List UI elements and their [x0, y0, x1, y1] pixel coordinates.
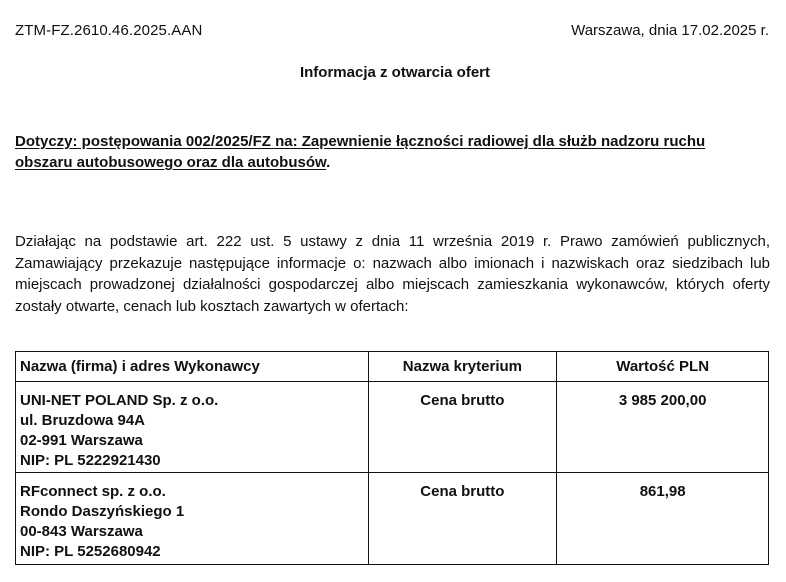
contractor-street: ul. Bruzdowa 94A	[20, 412, 146, 429]
criterion-cell: Cena brutto	[368, 473, 557, 565]
document-title: Informacja z otwarcia ofert	[299, 64, 491, 81]
reference-number: ZTM-FZ.2610.46.2025.AAN	[15, 22, 203, 39]
header-value: Wartość PLN	[557, 352, 769, 382]
subject-line	[15, 131, 765, 173]
table-header-row	[16, 352, 769, 382]
criterion-cell: Cena brutto	[368, 382, 557, 473]
body-paragraph: Działając na podstawie art. 222 ust. 5 ustawy z dnia 11 września 2019 r. Prawo zamówień publicznych, Zamawiający przekazuje następujące informacje o: nazwach albo imionach i nazwiskach oraz siedzibach lub miejscach prowadzonej działalności gospodarczej albo miejscach zamieszkania wykonawców, których oferty zostały otwarte, cenach lub kosztach zawartych w ofertach:	[15, 233, 770, 315]
subject-period: .	[326, 154, 331, 171]
table-row	[16, 473, 769, 565]
value-cell: 3 985 200,00	[557, 382, 769, 473]
contractor-name: UNI-NET POLAND Sp. z o.o.	[20, 392, 219, 409]
value-cell: 861,98	[557, 473, 769, 565]
contractor-street: Rondo Daszyńskiego 1	[20, 503, 185, 520]
contractor-city: 02-991 Warszawa	[20, 432, 143, 449]
header-contractor: Nazwa (firma) i adres Wykonawcy	[16, 352, 369, 382]
contractor-city: 00-843 Warszawa	[20, 523, 143, 540]
header-criterion: Nazwa kryterium	[368, 352, 557, 382]
contractor-cell	[16, 382, 369, 473]
table-row	[16, 382, 769, 473]
contractor-nip: NIP: PL 5222921430	[20, 452, 161, 469]
offers-table	[15, 351, 769, 565]
place-and-date: Warszawa, dnia 17.02.2025 r.	[571, 22, 769, 39]
contractor-nip: NIP: PL 5252680942	[20, 543, 161, 560]
subject-text: Dotyczy: postępowania 002/2025/FZ na: Zapewnienie łączności radiowej dla służb nadzoru ruchu obszaru autobusowego oraz dla autobusów	[15, 133, 706, 171]
contractor-name: RFconnect sp. z o.o.	[20, 483, 166, 500]
contractor-cell	[16, 473, 369, 565]
